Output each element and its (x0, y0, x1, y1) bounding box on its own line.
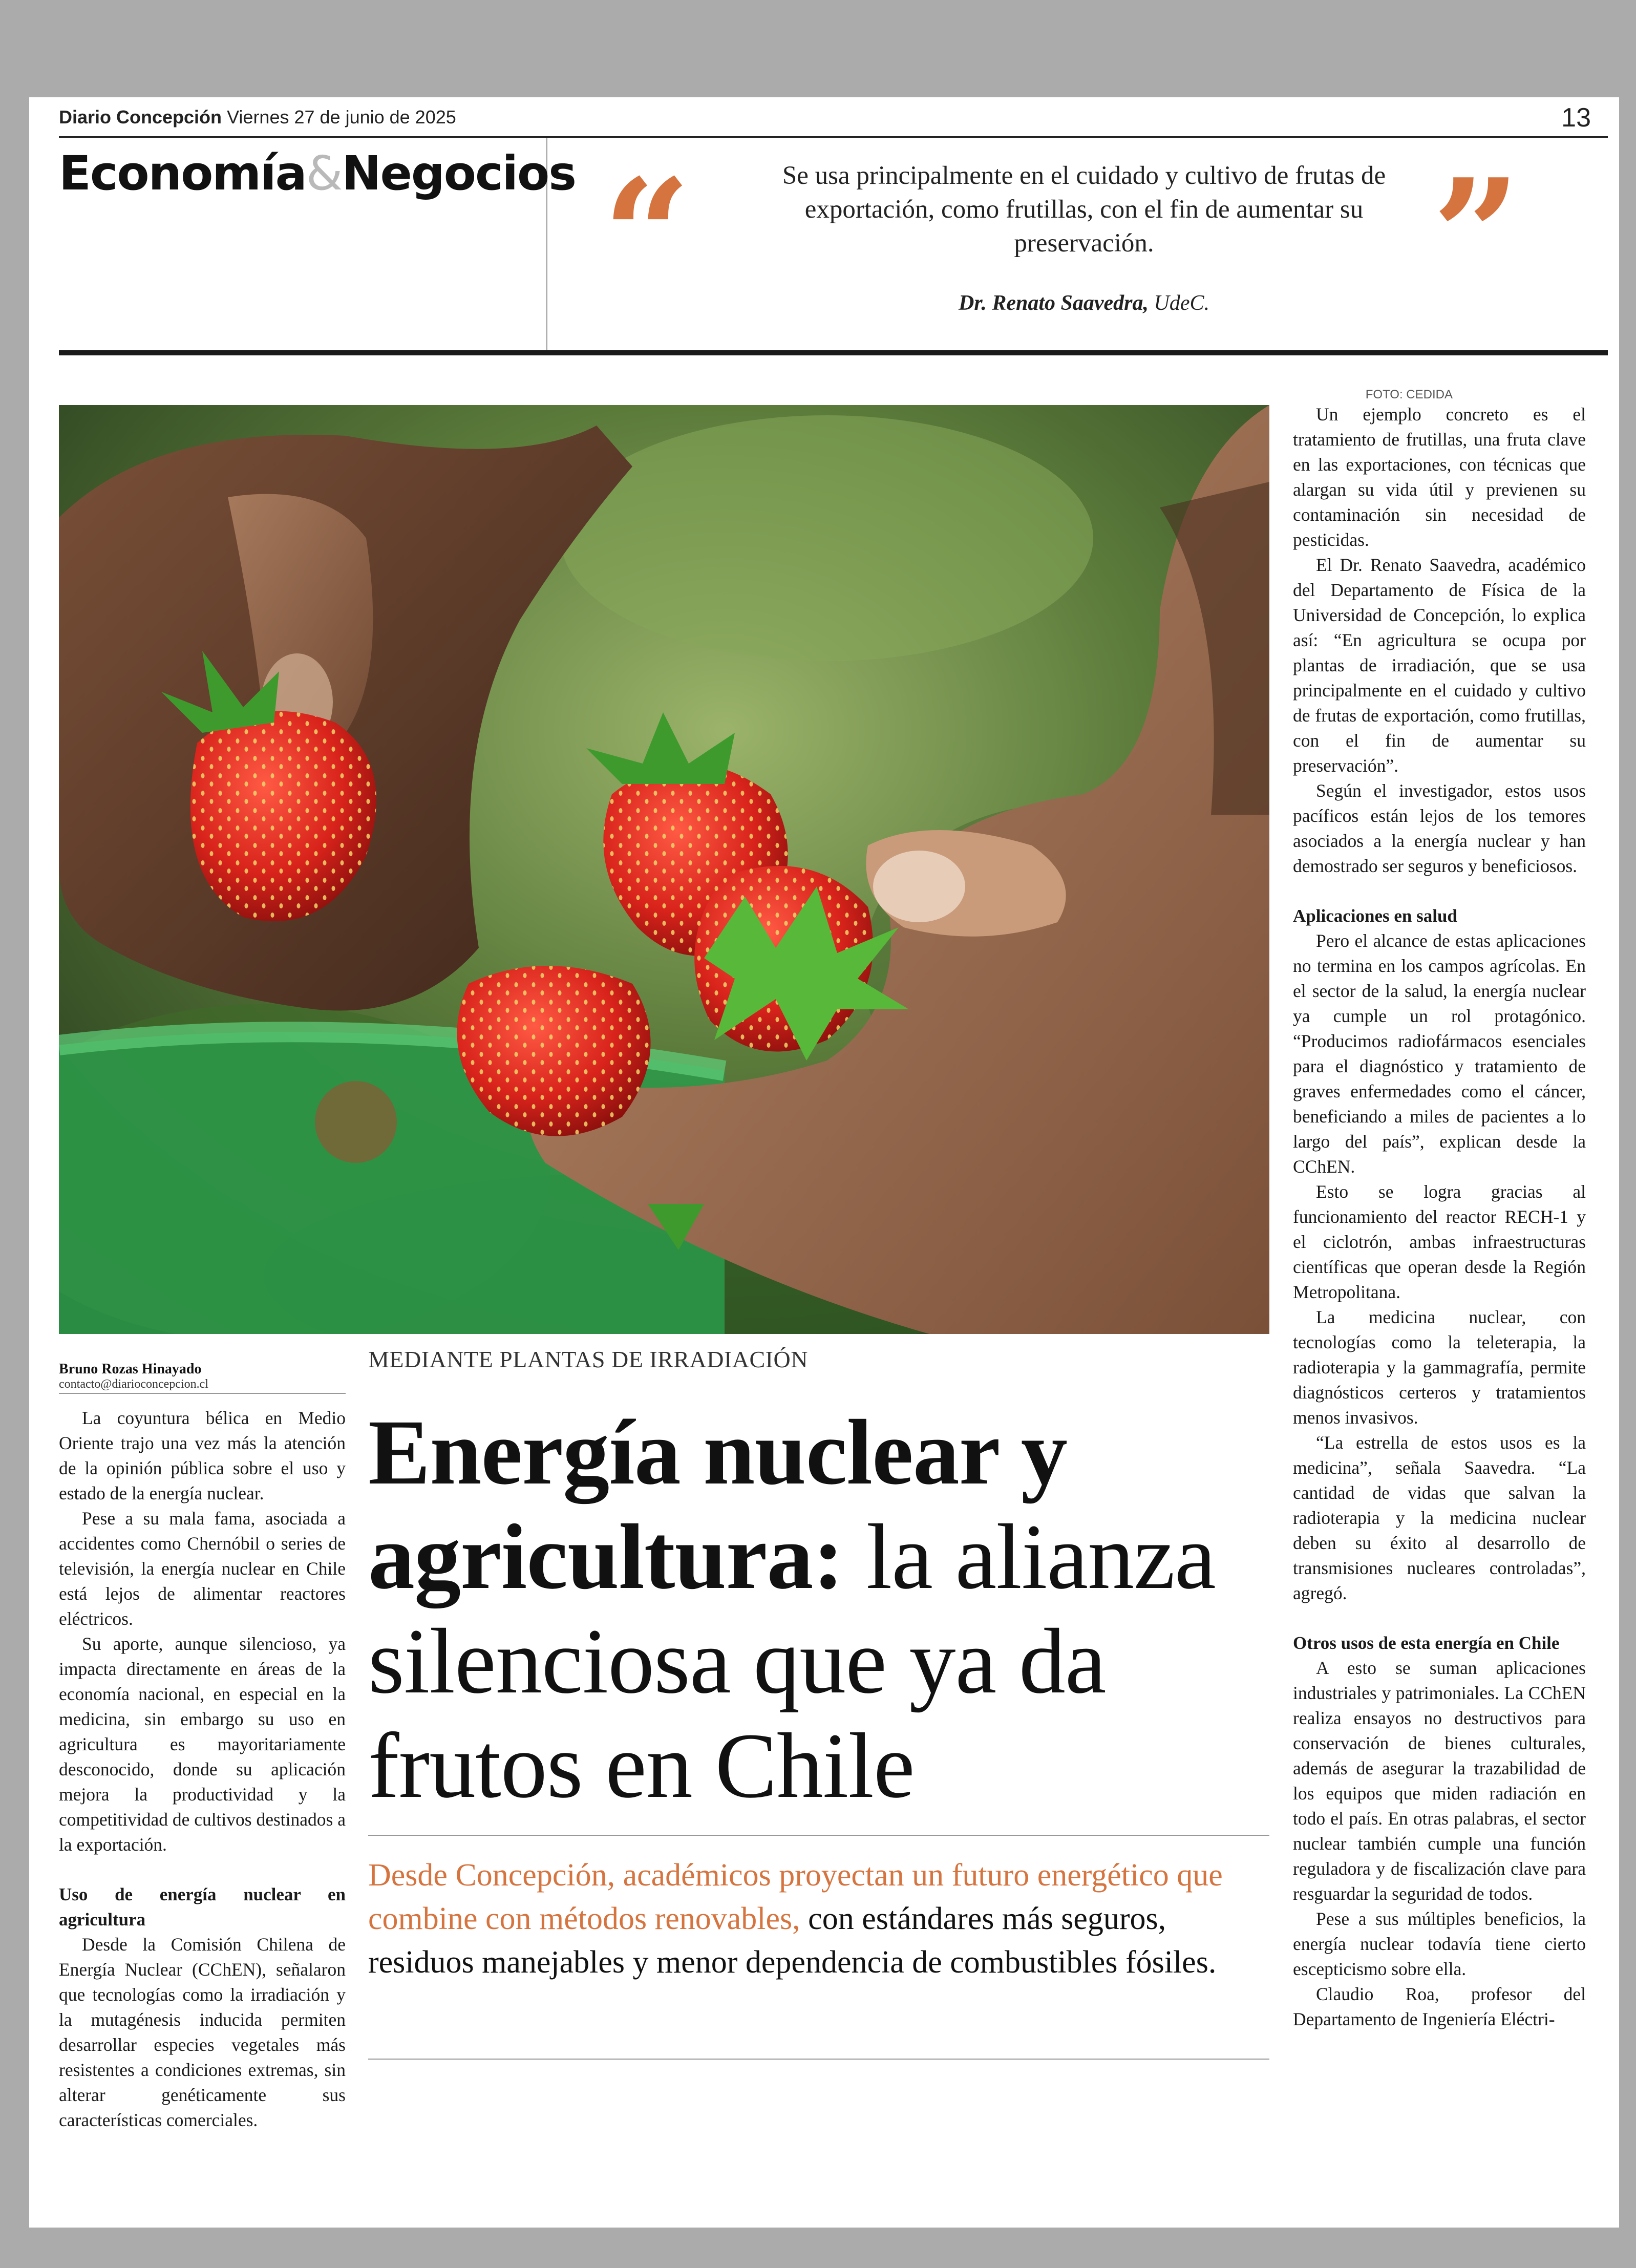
right-column (1293, 402, 1586, 2032)
publication-date: Viernes 27 de junio de 2025 (227, 107, 456, 128)
subheading: Uso de energía nuclear en agricultura (59, 1884, 346, 1930)
left-column (59, 1406, 346, 2133)
pull-quote-text: Se usa principalmente en el cuidado y cultivo de frutas de exportación, como frutillas, con el fin de aumentar su preservación. (782, 161, 1386, 258)
headline-light-3: frutos en Chile (368, 1714, 915, 1817)
pull-quote-affiliation: UdeC. (1154, 291, 1210, 315)
page-number: 13 (1561, 103, 1591, 133)
publication-info (59, 107, 878, 128)
headline (368, 1401, 1280, 1818)
headline-light-2: silenciosa que ya da (368, 1610, 1106, 1713)
paragraph: Pese a sus múltiples beneficios, la energía nuclear todavía tiene cierto escepticismo sobre ella. (1293, 1909, 1586, 1979)
paragraph: La medicina nuclear, con tecnologías como la teleterapia, la radioterapia y la gammagrafía, permite diagnósticos certeros y tratamientos menos invasivos. (1293, 1307, 1586, 1428)
newspaper-page (29, 97, 1619, 2228)
headline-bold-1: Energía nuclear y (368, 1401, 1067, 1504)
pull-quote-author (736, 291, 1432, 315)
paragraph: La coyuntura bélica en Medio Oriente trajo una vez más la atención de la opinión pública sobre el uso y estado de la energía nuclear. (59, 1408, 346, 1503)
paragraph: A esto se suman aplicaciones industriales y patrimoniales. La CChEN realiza ensayos no destructivos para conservación de bienes culturales, además de asegurar la trazabilidad de los equipos que miden radiación en todo el país. En otras palabras, el sector nuclear también cumple una función reguladora y de fiscalización clave para resguardar la seguridad de todos. (1293, 1658, 1586, 1904)
publication-name: Diario Concepción (59, 107, 222, 128)
header-rule (59, 136, 1608, 138)
section-ampersand: & (306, 146, 342, 201)
paragraph: Según el investigador, estos usos pacíficos están lejos de los temores asociados a la energía nuclear y han demostrado ser seguros y beneficiosos. (1293, 780, 1586, 876)
paragraph: Desde la Comisión Chilena de Energía Nuclear (CChEN), señalaron que tecnologías como la irradiación y la mutagénesis inducida permiten desarrollar especies vegetales más resistentes a condiciones extremas, sin alterar genéticamente sus características comerciales. (59, 1934, 346, 2130)
author-name: Bruno Rozas Hinayado (59, 1361, 202, 1377)
section-title-right: Negocios (342, 146, 576, 201)
paragraph: Su aporte, aunque silencioso, ya impacta directamente en áreas de la economía nacional, en especial en la medicina, sin embargo su uso en agricultura es mayoritariamente desconocido, donde su aplicación mejora la productividad y la competitividad de cultivos destinados a la exportación. (59, 1634, 346, 1855)
deck-rest: con estándares más seguros, residuos manejables y menor dependencia de combustibles fósiles. (368, 1901, 1217, 1980)
paragraph: Un ejemplo concreto es el tratamiento de frutillas, una fruta clave en las exportaciones, con técnicas que alargan su vida útil y previenen su contaminación sin necesidad de pesticidas. (1293, 404, 1586, 550)
kicker: MEDIANTE PLANTAS DE IRRADIACIÓN (368, 1346, 808, 1372)
headline-bold-2: agricultura: (368, 1506, 844, 1608)
subheading: Aplicaciones en salud (1293, 906, 1457, 926)
paragraph: Pero el alcance de estas aplicaciones no termina en los campos agrícolas. En el sector de la salud, la energía nuclear ya cumple un rol protagónico. “Producimos radiofármacos esenciales para el diagnóstico y tratamiento de graves enfermedades como el cáncer, beneficiando a miles de pacientes a lo largo del país”, explican desde la CChEN. (1293, 930, 1586, 1177)
open-quote-icon: “ (603, 145, 691, 326)
section-title-left: Economía (59, 146, 306, 201)
paragraph: Claudio Roa, profesor del Departamento de Ingeniería Eléctri- (1293, 1984, 1586, 2029)
paragraph: Pese a su mala fama, asociada a accidentes como Chernóbil o series de televisión, la energía nuclear en Chile está lejos de alimentar reactores eléctricos. (59, 1508, 346, 1629)
paragraph: El Dr. Renato Saavedra, académico del Departamento de Física de la Universidad de Concepción, lo explica así: “En agricultura se ocupa por plantas de irradiación, que se usa principalmente en el cuidado y cultivo de frutas de exportación, como frutillas, con el fin de aumentar su preservación”. (1293, 555, 1586, 776)
author-email: contacto@diarioconcepcion.cl (59, 1377, 208, 1391)
byline-rule (59, 1393, 346, 1394)
headline-light-1: la alianza (843, 1506, 1216, 1608)
strawberries-photo (59, 405, 1269, 1334)
close-quote-icon: ” (1432, 145, 1521, 326)
byline (59, 1361, 346, 1391)
header-bottom-rule (59, 350, 1608, 355)
pull-quote-author-name: Dr. Renato Saavedra, (958, 291, 1149, 315)
paragraph: Esto se logra gracias al funcionamiento del reactor RECH-1 y el ciclotrón, ambas infraestructuras científicas que operan desde la Región Metropolitana. (1293, 1181, 1586, 1302)
deck-bottom-rule (368, 2059, 1269, 2060)
section-title (59, 146, 576, 201)
deck (368, 1854, 1269, 1984)
paragraph: “La estrella de estos usos es la medicina”, señala Saavedra. “La cantidad de vidas que salvan la radioterapia y la medicina nuclear deben su éxito al desarrollo de transmisiones nucleares controladas”, agregó. (1293, 1432, 1586, 1603)
subheading: Otros usos de esta energía en Chile (1293, 1633, 1560, 1653)
deck-accent: Desde Concepción, académicos proyectan un futuro energético que combine con métodos renovables, (368, 1858, 1223, 1936)
photo-credit: FOTO: CEDIDA (1365, 388, 1453, 401)
deck-top-rule (368, 1835, 1269, 1836)
